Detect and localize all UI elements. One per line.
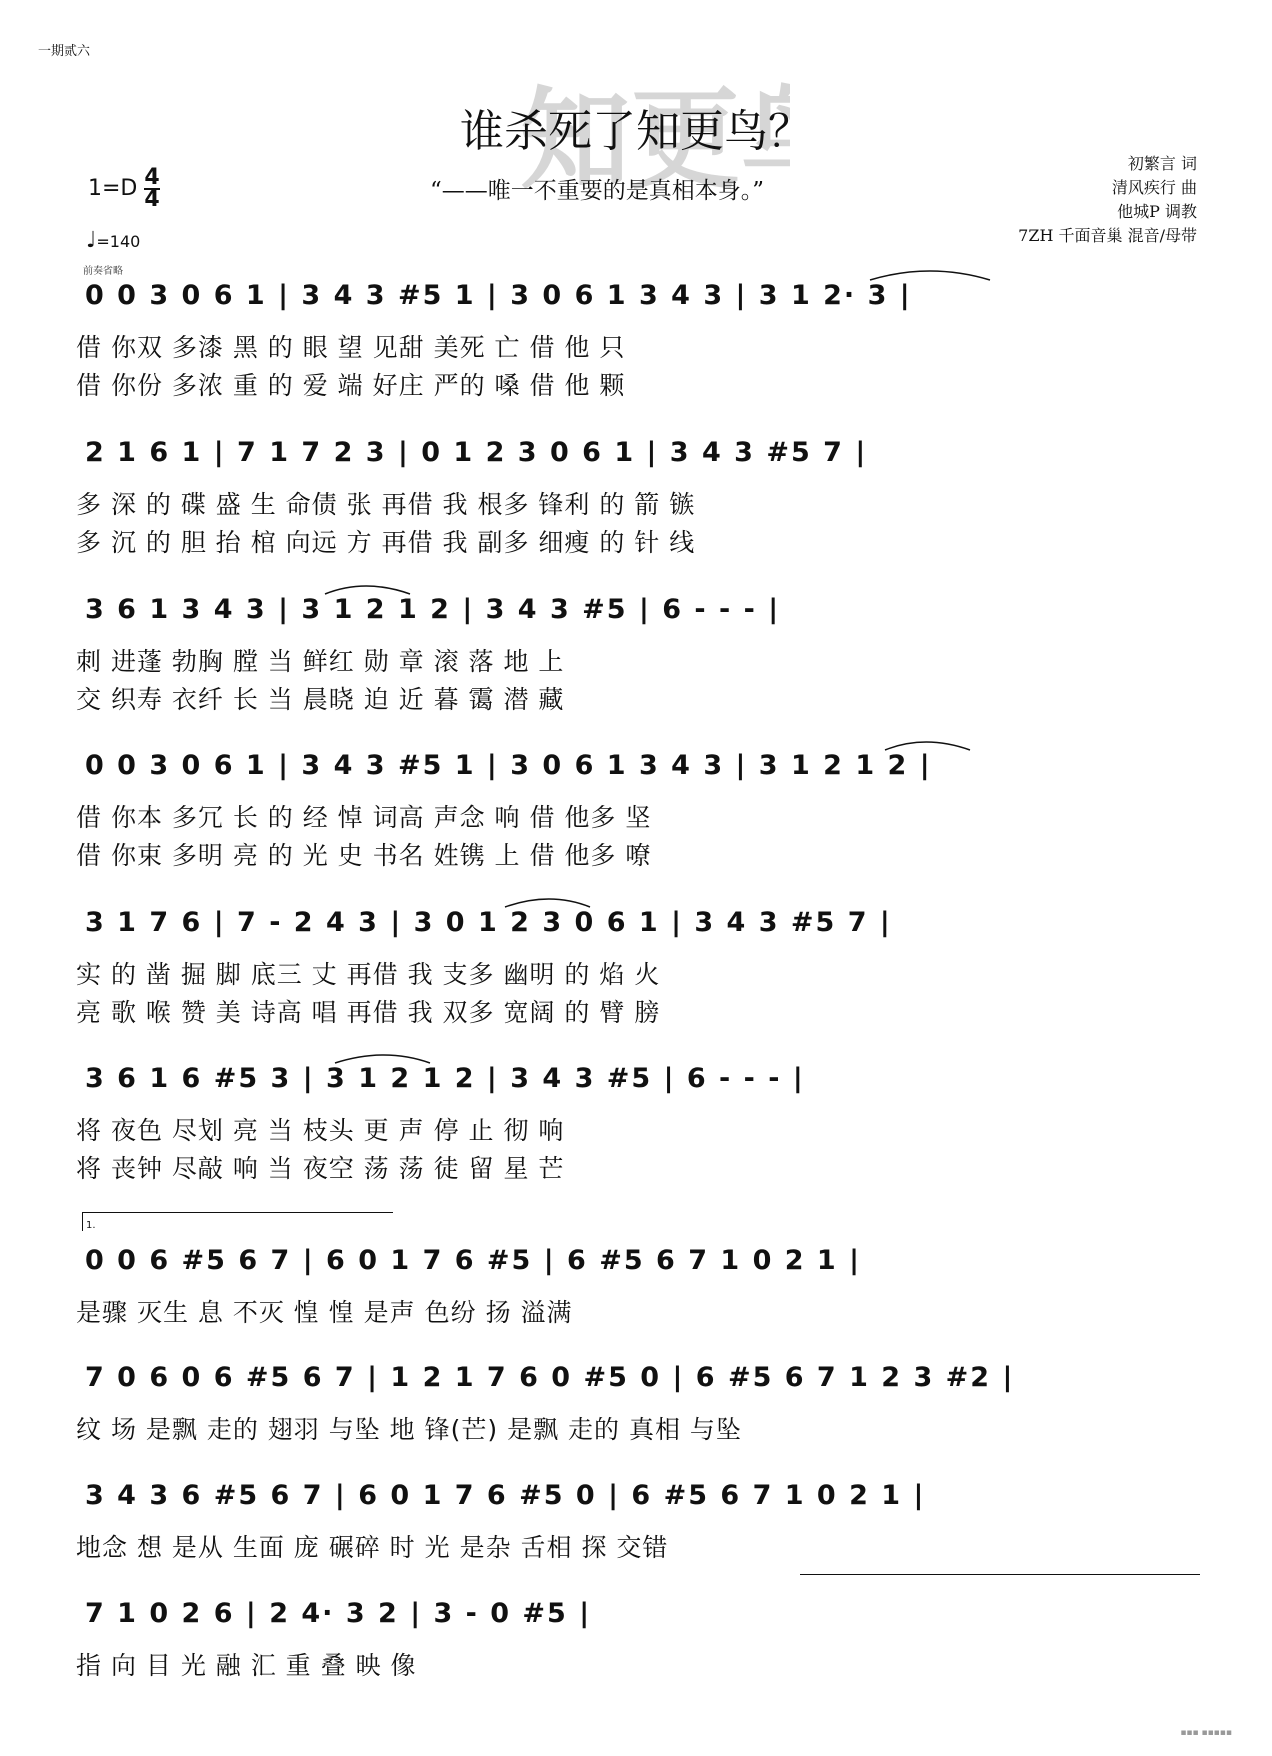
footer-watermark: ▪▪▪ ▪▪▪▪▪: [1180, 1728, 1232, 1738]
volta-label: 1.: [86, 1220, 96, 1231]
credit-tuning: 他城P 调教: [1117, 202, 1197, 221]
lyric-line: 实 的 凿 掘 脚 底三 丈 再借 我 支多 幽明 的 焰 火: [76, 960, 661, 989]
lyric-line: 多 深 的 碟 盛 生 命债 张 再借 我 根多 锋利 的 箭 镞: [76, 490, 696, 519]
numbered-notes: 3 6 1 3 4 3 | 3 1 2 1 2 | 3 4 3 #5 | 6 - - - |: [85, 594, 781, 625]
lyric-line: 借 你份 多浓 重 的 爱 端 好庄 严的 嗓 借 他 颗: [76, 371, 626, 400]
lyric-line: 地念 想 是从 生面 庞 碾碎 时 光 是杂 舌相 探 交错: [76, 1533, 669, 1562]
numbered-notes: 3 1 7 6 | 7 - 2 4 3 | 3 0 1 2 3 0 6 1 | 3 4 3 #5 7 |: [85, 907, 892, 938]
numbered-notes: 0 0 6 #5 6 7 | 6 0 1 7 6 #5 | 6 #5 6 7 1 0 2 1 |: [85, 1245, 861, 1276]
prelude-note: 前奏省略: [83, 266, 123, 277]
numbered-notes: 3 6 1 6 #5 3 | 3 1 2 1 2 | 3 4 3 #5 | 6 - - - |: [85, 1063, 805, 1094]
lyric-line: 交 织寿 衣纤 长 当 晨晓 迫 近 暮 霭 潜 藏: [76, 685, 565, 714]
time-signature: $\frac{4}{4}$: [144, 165, 160, 212]
watermark-text: 知更: [520, 75, 740, 204]
lyric-line: 将 夜色 尽划 亮 当 枝头 更 声 停 止 彻 响: [76, 1116, 565, 1145]
lyric-line: 亮 歌 喉 赞 美 诗高 唱 再借 我 双多 宽阔 的 臂 膀: [76, 998, 661, 1027]
lyric-line: 指 向 目 光 融 汇 重 叠 映 像: [76, 1651, 417, 1680]
slur-mark: [505, 899, 590, 907]
lyric-line: 借 你本 多冗 长 的 经 悼 词高 声念 响 借 他多 坚: [76, 803, 652, 832]
key-label: 1=D: [88, 176, 138, 201]
numbered-notes: 3 4 3 6 #5 6 7 | 6 0 1 7 6 #5 0 | 6 #5 6 7 1 0 2 1 |: [85, 1480, 926, 1511]
quarter-note-icon: ♩: [86, 228, 97, 253]
lyric-line: 纹 场 是飘 走的 翅羽 与坠 地 锋(芒) 是飘 走的 真相 与坠: [76, 1415, 742, 1444]
numbered-notes: 0 0 3 0 6 1 | 3 4 3 #5 1 | 3 0 6 1 3 4 3 | 3 1 2 1 2 |: [85, 750, 932, 781]
lyric-line: 将 丧钟 尽敲 响 当 夜空 荡 荡 徒 留 星 芒: [76, 1154, 565, 1183]
lyric-line: 是骤 灭生 息 不灭 惶 惶 是声 色纷 扬 溢满: [76, 1298, 573, 1327]
tempo-value: =140: [96, 232, 141, 251]
lyric-line: 刺 进蓬 勃胸 膛 当 鲜红 勋 章 滚 落 地 上: [76, 647, 565, 676]
slur-mark: [870, 271, 990, 280]
credit-music: 清风疾行 曲: [1111, 178, 1197, 197]
numbered-notes: 7 1 0 2 6 | 2 4· 3 2 | 3 - 0 #5 |: [85, 1598, 592, 1629]
credit-lyrics: 初繁言 词: [1127, 154, 1197, 173]
slur-mark: [325, 586, 410, 594]
lyric-line: 借 你束 多明 亮 的 光 史 书名 姓镌 上 借 他多 嘹: [76, 841, 652, 870]
lyric-line: 多 沉 的 胆 抬 棺 向远 方 再借 我 副多 细瘦 的 针 线: [76, 528, 696, 557]
song-subtitle: “——唯一不重要的是真相本身。”: [430, 178, 765, 204]
numbered-notes: 7 0 6 0 6 #5 6 7 | 1 2 1 7 6 0 #5 0 | 6 #5 6 7 1 2 3 #2 |: [85, 1362, 1015, 1393]
slur-mark: [335, 1055, 430, 1063]
slur-mark: [885, 742, 970, 750]
numbered-notes: 2 1 6 1 | 7 1 7 2 3 | 0 1 2 3 0 6 1 | 3 4 3 #5 7 |: [85, 437, 868, 468]
lyric-line: 借 你双 多漆 黑 的 眼 望 见甜 美死 亡 借 他 只: [76, 333, 626, 362]
corner-label: 一期贰六: [38, 44, 91, 59]
credit-mix: 7ZH 千面音巢 混音/母带: [1018, 226, 1197, 245]
song-title: 谁杀死了知更鸟？: [460, 106, 812, 157]
numbered-notes: 0 0 3 0 6 1 | 3 4 3 #5 1 | 3 0 6 1 3 4 3 | 3 1 2· 3 |: [85, 280, 912, 311]
